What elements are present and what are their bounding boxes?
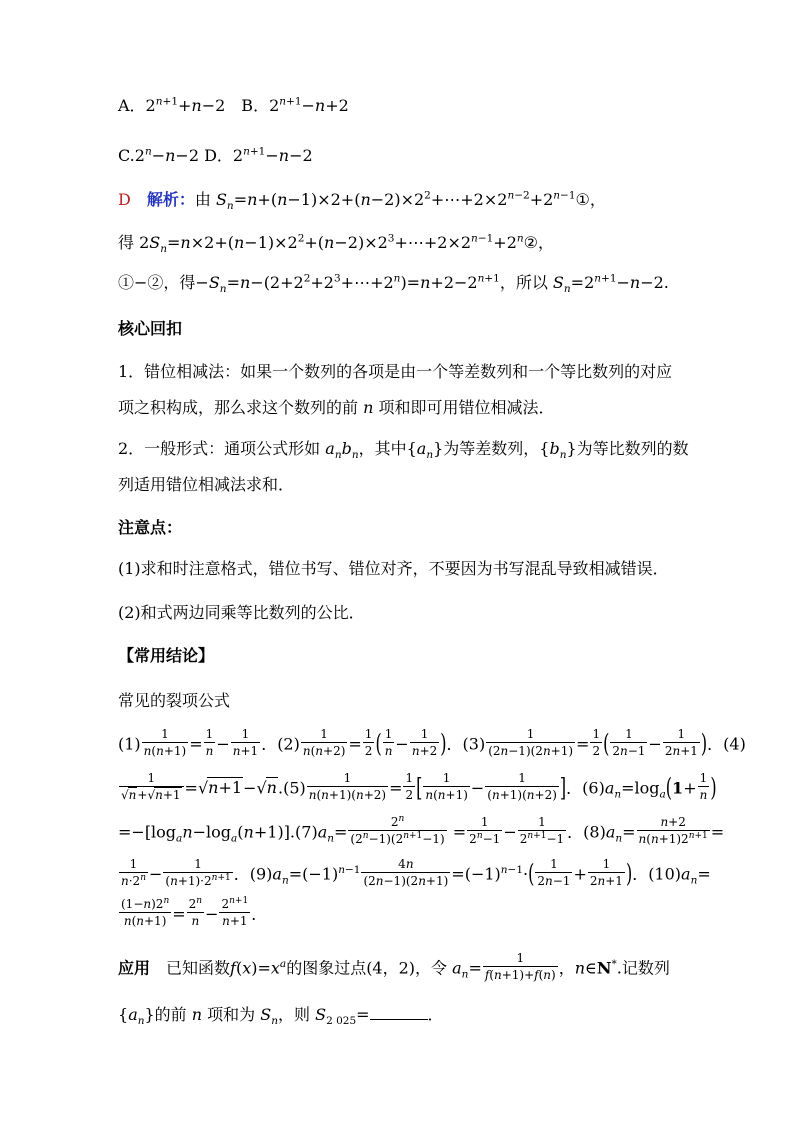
options-line-cd: $C.2^n-n-2$ D．$2^{n+1}-n-2$ [118, 145, 313, 165]
analysis-line-1: D 解析：由 $S_n=n+(n-1)\times 2+(n-2)\times 2^2+\cdots+2\times 2^{n-2}+2^{n-1}①$， [118, 189, 606, 213]
analysis-line-2: 得 $2S_n=n\times 2+(n-1)\times 2^2+(n-2)\times 2^3+\cdots+2\times 2^{n-1}+2^n②$， [118, 232, 555, 256]
formula-line-3: $=-[\log_an-\log_a(n+1)].(7)a_n=$ $\frac{2^n}{(2^n-1)(2^{n+1}-1)}$ = $\frac{1}{2^n-1}$ − $\frac{1}{2^{n+1}-1}$ ．$(8)a_n=$ $\frac{n+2}{n(n+1)2^{n+1}}$ = [118, 814, 725, 847]
analysis-line-3: ①−②，得$-S_n=n-(2+2^2+2^3+\cdots+2^n)=n+2-2^{n+1}$，所以 $S_n=2^{n+1}-n-2$. [118, 272, 669, 296]
core-point-2-line-1: 2．一般形式：通项公式形如 $a_nb_n$，其中$\{a_n\}$为等差数列，$\{b_n\}$为等比数列的数 [118, 439, 689, 462]
formula-line-5: $\frac{(1-n)2^n}{n(n+1)}$ = $\frac{2^n}{n}$ − $\frac{2^{n+1}}{n+1}$ ． [121, 896, 268, 929]
core-point-1-line-2: 项之积构成，那么求这个数列的前 n 项和即可用错位相减法． [118, 398, 555, 417]
heading-split-formulas: 常见的裂项公式 [118, 691, 231, 710]
formula-line-2: $\frac{1}{√n+√n+1}$ =√n+1−√n.(5) $\frac{1}{n(n+1)(n+2)}$ = $\frac{1}{2}$ [ $\frac{1}{n(n+1)}$ − $\frac{1}{(n+1)(n+2)}$ ]．$(6)a_n=\log_a(1+$ $\frac{1}{n}$ ) [121, 771, 717, 803]
options-line-ab: A．$2^{n+1}+n-2$ B．$2^{n+1}-n+2$ [118, 95, 349, 115]
heading-notes: 注意点： [118, 518, 183, 537]
heading-conclusions: 【常用结论】 [118, 646, 215, 665]
core-point-2-line-2: 列适用错位相减法求和． [118, 475, 295, 494]
note-2: (2)和式两边同乘等比数列的公比． [118, 603, 365, 622]
core-point-1-line-1: 1．错位相减法：如果一个数列的各项是由一个等差数列和一个等比数列的对应 [118, 362, 673, 381]
note-1: (1)求和时注意格式，错位书写、错位对齐，不要因为书写混乱导致相减错误． [118, 559, 669, 578]
formula-line-1: (1) $\frac{1}{n(n+1)}$ = $\frac{1}{n}$ − $\frac{1}{n+1}$ ．(2) $\frac{1}{n(n+2)}$ = $\frac{1}{2}$ ( $\frac{1}{n}$ − $\frac{1}{n+2}$ )．(3) $\frac{1}{(2n-1)(2n+1)}$ = $\frac{1}{2}$ ( $\frac{1}{2n-1}$ − $\frac{1}{2n+1}$ )．(4) [118, 727, 746, 759]
formula-line-4: $\frac{1}{n\cdot 2^n}$ − $\frac{1}{(n+1)\cdot 2^{n+1}}$ ．$(9)a_n=(-1)^{n-1}$ $\frac{4n}{(2n-1)(2n+1)}$ $=(-1)^{n-1}\cdot$( $\frac{1}{2n-1}$ + $\frac{1}{2n+1}$ )．$(10)a_n=$ [121, 857, 711, 889]
application-line-2: $\{a_n\}$的前 n 项和为 $S_n$，则 $S_{2 025}=$ ． [118, 1002, 703, 1026]
application-line-1: 应用 已知函数$f(x)=x^a$的图象过点(4，2)，令 $a_n=$ $\frac{1}{f(n+1)+f(n)}$ ，n∈N*.记数列 [118, 951, 670, 983]
heading-core-review: 核心回扣 [118, 319, 183, 338]
